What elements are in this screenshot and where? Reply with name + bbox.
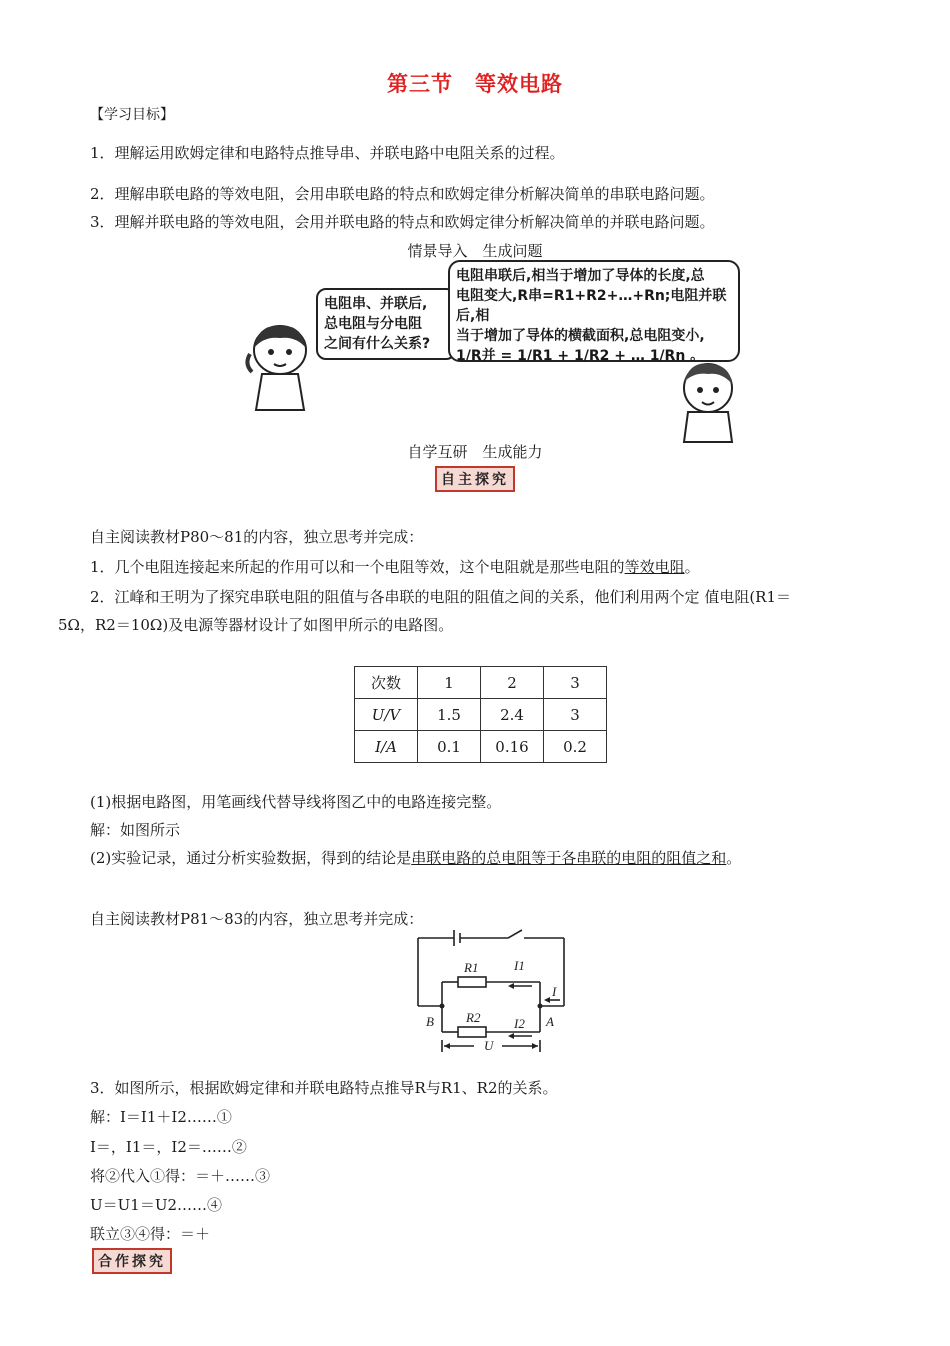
question-line: 电阻串、并联后, (324, 296, 428, 312)
table-cell: 次数 (355, 667, 418, 699)
q1-end: 。 (684, 558, 700, 576)
stamp-coop-explore: 合作探究 (92, 1248, 172, 1274)
sub-question-2 (90, 847, 741, 868)
q1-answer: 等效电阻 (624, 558, 685, 576)
data-table (354, 666, 607, 763)
label-r2: R2 (466, 1010, 481, 1025)
answer-line: 1/R并 = 1/R1 + 1/R2 + … 1/Rn 。 (456, 348, 705, 364)
sub-answer-1: 解：如图所示 (90, 821, 181, 839)
table-cell: 0.1 (418, 731, 481, 763)
question-3: 3．如图所示，根据欧姆定律和并联电路特点推导R与R1、R2的关系。 (90, 1079, 558, 1097)
solution-line: U＝U1＝U2……④ (90, 1196, 223, 1214)
label-i1: I1 (514, 958, 525, 973)
table-cell: 2.4 (481, 699, 544, 731)
table-cell: 1.5 (418, 699, 481, 731)
table-cell: I/A (355, 731, 418, 763)
sub-question-1: (1)根据电路图，用笔画线代替导线将图乙中的电路连接完整。 (90, 793, 502, 811)
goal-item: 3．理解并联电路的等效电阻，会用并联电路的特点和欧姆定律分析解决简单的并联电路问题。 (90, 213, 715, 231)
question-line: 之间有什么关系? (324, 336, 431, 352)
q1-text: 1．几个电阻连接起来所起的作用可以和一个电阻等效，这个电阻就是那些电阻的 (90, 558, 625, 576)
answer-line: 电阻变大,R串=R1+R2+…+Rn;电阻并联后,相 (456, 288, 727, 324)
reading-instruction: 自主阅读教材P80～81的内容，独立思考并完成： (90, 528, 424, 546)
answer-bubble (448, 260, 740, 362)
solution-line: I＝，I1＝，I2＝……② (90, 1138, 247, 1156)
goals-heading: 【学习目标】 (90, 107, 174, 123)
question-2-line1: 2．江峰和王明为了探究串联电阻的阻值与各串联的电阻的阻值之间的关系，他们利用两个定 值电阻(R1＝ (90, 588, 792, 606)
label-r1: R1 (464, 960, 479, 975)
reading-instruction-2: 自主阅读教材P81～83的内容，独立思考并完成： (90, 910, 424, 928)
goal-item: 2．理解串联电路的等效电阻，会用串联电路的特点和欧姆定律分析解决简单的串联电路问题。 (90, 185, 715, 203)
boy-illustration (672, 358, 744, 444)
goal-item: 1．理解运用欧姆定律和电路特点推导串、并联电路中电阻关系的过程。 (90, 144, 565, 162)
table-row (355, 731, 607, 763)
table-cell: U/V (355, 699, 418, 731)
answer-line: 电阻串联后,相当于增加了导体的长度,总 (456, 268, 705, 284)
label-u: U (484, 1038, 494, 1053)
table-cell: 0.2 (544, 731, 607, 763)
table-cell: 3 (544, 699, 607, 731)
sub2-end: 。 (726, 849, 742, 867)
table-cell: 3 (544, 667, 607, 699)
table-row (355, 667, 607, 699)
girl-illustration (244, 320, 316, 412)
label-a: A (546, 1014, 554, 1029)
sub2-answer: 串联电路的总电阻等于各串联的电阻的阻值之和 (411, 849, 727, 867)
intro-heading: 情景导入 生成问题 (407, 242, 543, 260)
label-i: I (552, 984, 557, 999)
question-line: 总电阻与分电阻 (324, 316, 422, 332)
label-i2: I2 (514, 1016, 525, 1031)
table-row (355, 699, 607, 731)
question-2-line2: 5Ω，R2＝10Ω)及电源等器材设计了如图甲所示的电路图。 (58, 616, 454, 634)
answer-line: 当于增加了导体的横截面积,总电阻变小, (456, 328, 705, 344)
self-study-heading: 自学互研 生成能力 (407, 443, 543, 461)
stamp-self-explore: 自主探究 (435, 466, 515, 492)
solution-line: 解：I＝I1＋I2……① (90, 1108, 232, 1126)
table-cell: 1 (418, 667, 481, 699)
solution-line: 联立③④得：＝＋ (90, 1225, 211, 1243)
table-cell: 2 (481, 667, 544, 699)
page-title: 第三节 等效电路 (387, 72, 563, 96)
solution-line: 将②代入①得：＝＋……③ (90, 1167, 271, 1185)
sub2-text: (2)实验记录，通过分析实验数据，得到的结论是 (90, 849, 412, 867)
question-1 (90, 556, 700, 577)
label-b: B (426, 1014, 434, 1029)
question-bubble (316, 288, 456, 360)
parallel-circuit-diagram (410, 924, 570, 1056)
table-cell: 0.16 (481, 731, 544, 763)
